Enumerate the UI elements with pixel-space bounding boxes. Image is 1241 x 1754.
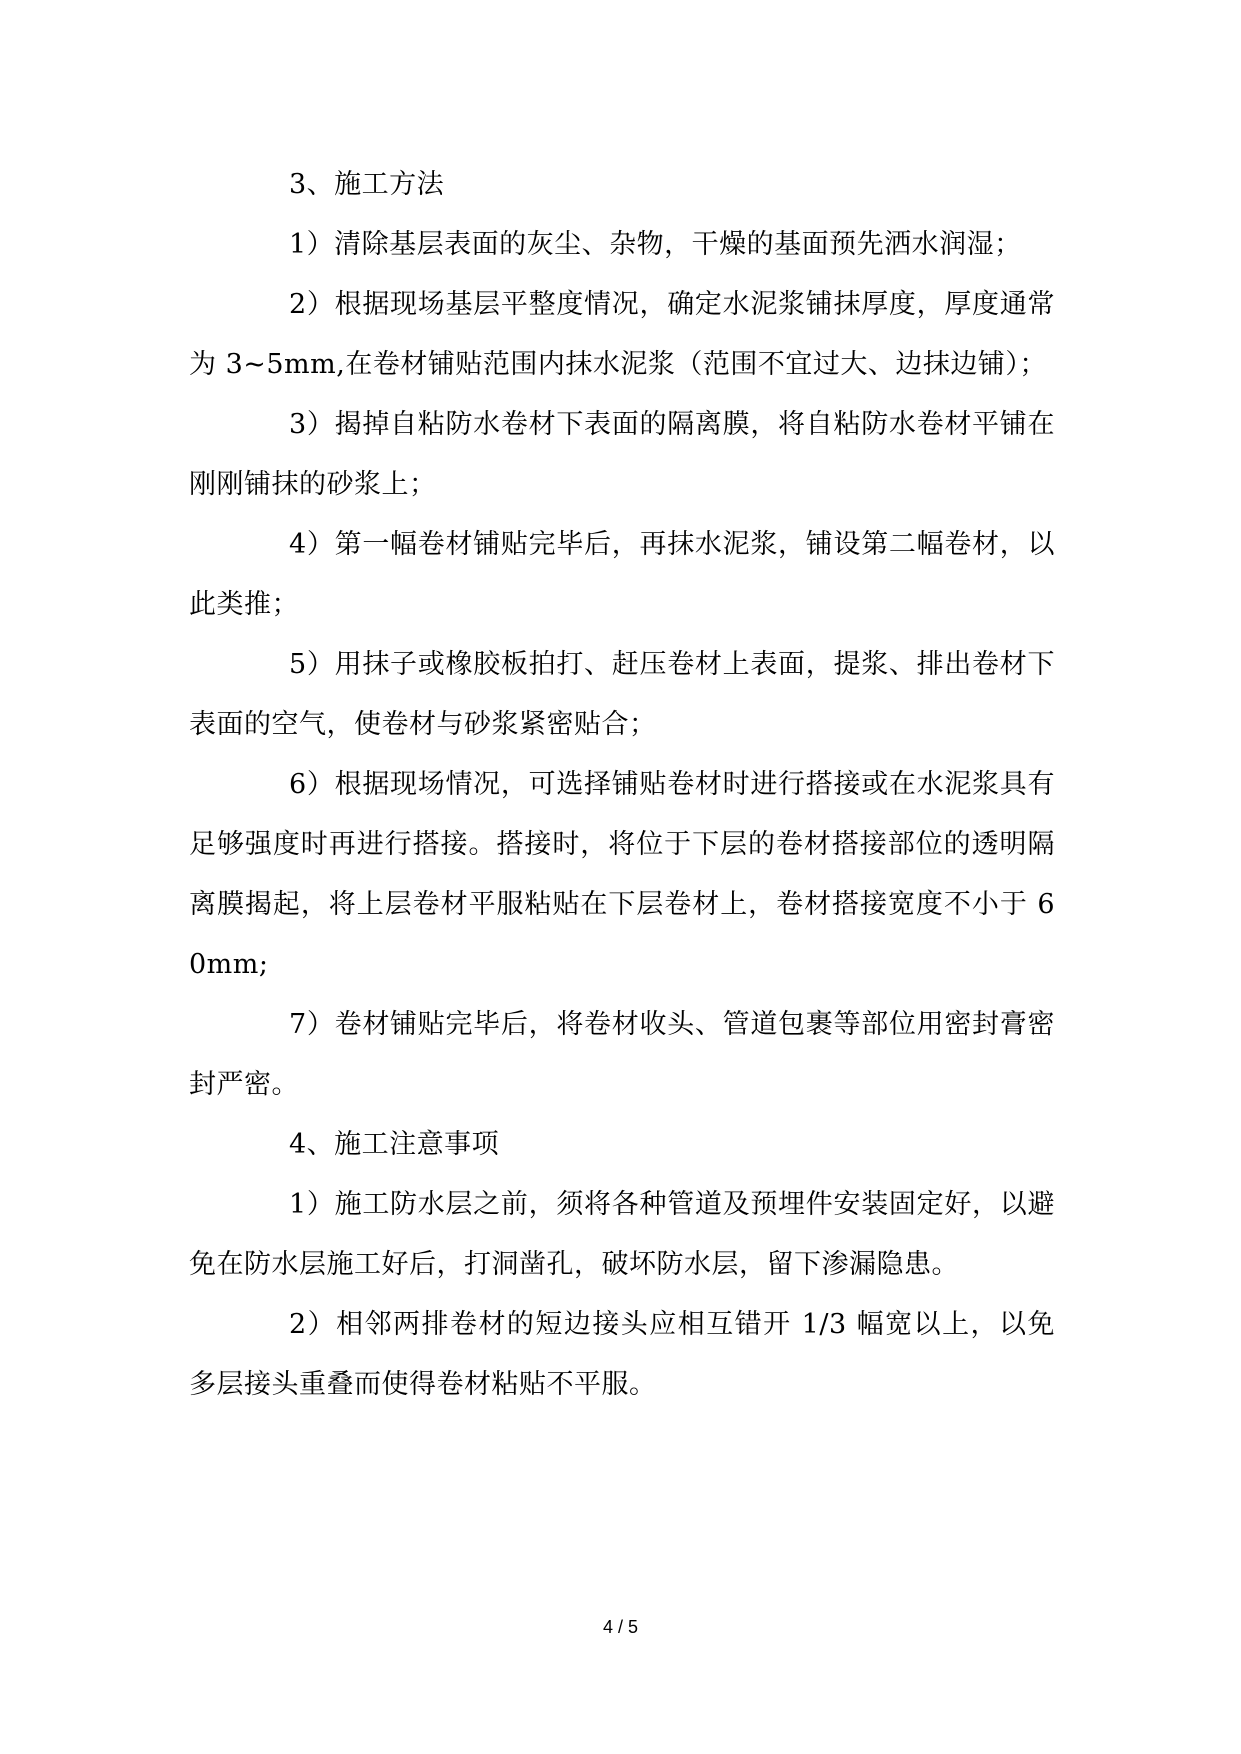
paragraph-precaution-1: 1）施工防水层之前，须将各种管道及预埋件安装固定好，以避免在防水层施工好后，打洞凿孔，破坏防水层，留下渗漏隐患。 <box>189 1189 1055 1280</box>
paragraph-step-1: 1）清除基层表面的灰尘、杂物，干燥的基面预先洒水润湿； <box>289 229 1022 260</box>
paragraph-step-3: 3）揭掉自粘防水卷材下表面的隔离膜，将自粘防水卷材平铺在刚刚铺抹的砂浆上； <box>189 409 1055 500</box>
section-heading-precautions: 4、施工注意事项 <box>289 1129 500 1160</box>
paragraph-step-5: 5）用抹子或橡胶板拍打、赶压卷材上表面，提浆、排出卷材下表面的空气，使卷材与砂浆紧密贴合； <box>189 649 1055 740</box>
page-number: 4 / 5 <box>602 1617 639 1637</box>
paragraph-step-7: 7）卷材铺贴完毕后，将卷材收头、管道包裹等部位用密封膏密封严密。 <box>189 1009 1055 1100</box>
paragraph-step-6: 6）根据现场情况，可选择铺贴卷材时进行搭接或在水泥浆具有足够强度时再进行搭接。搭接时，将位于下层的卷材搭接部位的透明隔离膜揭起，将上层卷材平服粘贴在下层卷材上，卷材搭接宽度不小于 60mm; <box>189 769 1055 980</box>
document-body <box>189 155 1055 1415</box>
paragraph-step-4: 4）第一幅卷材铺贴完毕后，再抹水泥浆，铺设第二幅卷材，以此类推； <box>189 529 1055 620</box>
section-heading-construction-method: 3、施工方法 <box>289 169 445 200</box>
paragraph-step-2: 2）根据现场基层平整度情况，确定水泥浆铺抹厚度，厚度通常为 3~5mm,在卷材铺贴范围内抹水泥浆（范围不宜过大、边抹边铺）； <box>189 289 1055 380</box>
paragraph-precaution-2: 2）相邻两排卷材的短边接头应相互错开 1/3 幅宽以上，以免多层接头重叠而使得卷材粘贴不平服。 <box>189 1309 1055 1400</box>
